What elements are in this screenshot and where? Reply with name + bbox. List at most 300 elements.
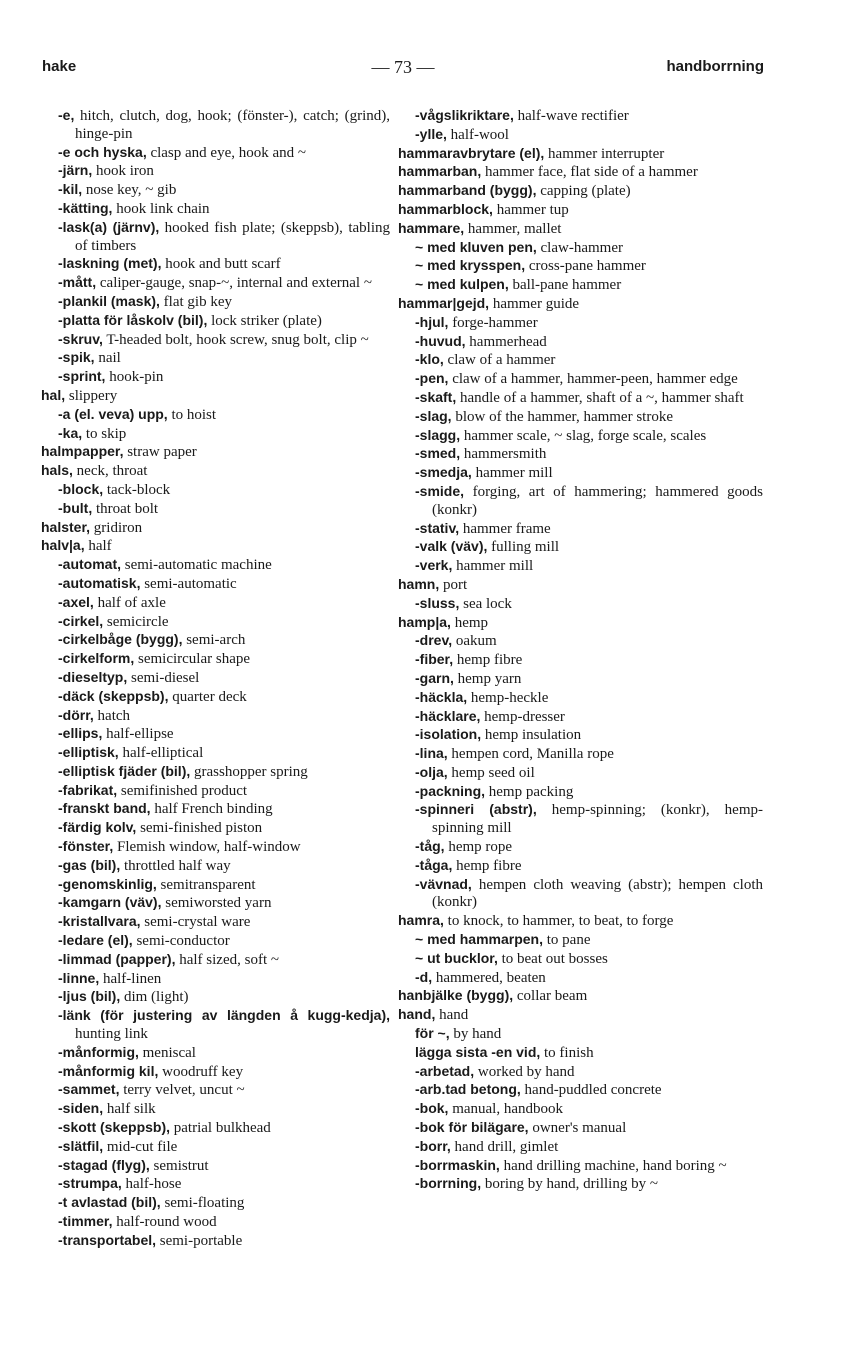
definition: hatch xyxy=(93,707,131,724)
sub-entry xyxy=(415,1175,763,1194)
sub-entry xyxy=(415,764,763,783)
definition: to finish xyxy=(540,1044,594,1061)
headword: -slätfil, xyxy=(58,1137,104,1154)
sub-entry xyxy=(415,557,763,576)
headword: -vävnad, xyxy=(415,875,472,892)
definition: forging, art of hammering; hammered goods (konkr) xyxy=(432,483,763,518)
sub-entry xyxy=(58,144,390,163)
definition: hooked fish plate; (skeppsb), tabling of timbers xyxy=(75,219,390,254)
definition: woodruff key xyxy=(158,1063,244,1080)
definition: half-linen xyxy=(99,970,162,987)
sub-entry xyxy=(415,314,763,333)
definition: hempen cloth weaving (abstr); hempen cloth (konkr) xyxy=(432,876,763,911)
headword: -verk, xyxy=(415,557,453,574)
sub-entry xyxy=(415,857,763,876)
sub-entry xyxy=(58,594,390,613)
sub-entry xyxy=(415,1157,763,1176)
headword: -block, xyxy=(58,480,104,497)
main-entry xyxy=(41,443,390,462)
sub-entry xyxy=(415,445,763,464)
definition: semi-automatic xyxy=(140,575,237,592)
main-entry xyxy=(41,462,390,481)
sub-entry xyxy=(58,107,390,144)
sub-entry xyxy=(58,725,390,744)
headword: -månformig, xyxy=(58,1043,139,1060)
sub-entry xyxy=(415,1081,763,1100)
sub-entry xyxy=(58,1175,390,1194)
definition: flat gib key xyxy=(159,293,232,310)
definition: slippery xyxy=(65,387,118,404)
headword: -ylle, xyxy=(415,125,447,142)
definition: sea lock xyxy=(459,595,512,612)
headword: -borrmaskin, xyxy=(415,1156,500,1173)
definition: by hand xyxy=(449,1026,502,1043)
sub-entry xyxy=(58,255,390,274)
definition: semi-conductor xyxy=(132,933,230,950)
sub-entry xyxy=(58,650,390,669)
headword: hammare, xyxy=(398,219,465,236)
headword: hanbjälke (bygg), xyxy=(398,987,514,1004)
headword: -huvud, xyxy=(415,332,466,349)
definition: patrial bulkhead xyxy=(170,1120,271,1137)
definition: hand-puddled concrete xyxy=(520,1082,662,1099)
headword: -smedja, xyxy=(415,464,472,481)
definition: to beat out bosses xyxy=(497,950,608,967)
headword: -stagad (flyg), xyxy=(58,1156,150,1173)
main-entry xyxy=(398,201,763,220)
headword: -plankil (mask), xyxy=(58,292,160,309)
sub-entry xyxy=(415,126,763,145)
sub-entry xyxy=(415,538,763,557)
headword: -kristallvara, xyxy=(58,913,141,930)
headword: -e, xyxy=(58,107,75,123)
definition: quarter deck xyxy=(168,688,247,705)
sub-entry xyxy=(58,613,390,632)
header-right-guideword: handborrning xyxy=(666,58,764,75)
headword: -ellips, xyxy=(58,725,103,742)
definition: hook-pin xyxy=(105,369,164,386)
headword: ~ med kluven pen, xyxy=(415,238,537,255)
definition: hammer tup xyxy=(492,201,569,218)
definition: hammer, mallet xyxy=(464,220,562,237)
main-entry xyxy=(398,912,763,931)
headword: -gas (bil), xyxy=(58,856,121,873)
sub-entry xyxy=(58,181,390,200)
headword: -bok, xyxy=(415,1100,449,1117)
headword: -garn, xyxy=(415,669,454,686)
headword: -månformig kil, xyxy=(58,1062,159,1079)
headword: -e och hyska, xyxy=(58,143,147,160)
headword: -cirkelbåge (bygg), xyxy=(58,631,183,648)
headword: -borrning, xyxy=(415,1175,482,1192)
definition: half sized, soft ~ xyxy=(175,951,279,968)
sub-entry xyxy=(58,500,390,519)
definition: tack-block xyxy=(103,481,171,498)
headword: -linne, xyxy=(58,969,100,986)
headword: -slagg, xyxy=(415,426,461,443)
sub-entry xyxy=(58,744,390,763)
main-entry xyxy=(41,519,390,538)
definition: hand drill, gimlet xyxy=(450,1138,559,1155)
sub-entry xyxy=(58,1194,390,1213)
definition: half xyxy=(84,538,112,555)
main-entry xyxy=(398,987,763,1006)
headword: -lask(a) (järnv), xyxy=(58,218,160,235)
definition: hand xyxy=(435,1007,469,1024)
headword: -skott (skeppsb), xyxy=(58,1119,171,1136)
headword: -drev, xyxy=(415,632,453,649)
headword: -bult, xyxy=(58,499,93,516)
main-entry xyxy=(398,220,763,239)
definition: to knock, to hammer, to beat, to forge xyxy=(443,913,674,930)
sub-entry xyxy=(58,857,390,876)
definition: hitch, clutch, dog, hook; (fönster-), catch; (grind), hinge-pin xyxy=(74,108,390,142)
left-column xyxy=(41,107,390,1251)
definition: meniscal xyxy=(138,1044,196,1061)
headword: -automatisk, xyxy=(58,574,141,591)
headword: -fiber, xyxy=(415,651,454,668)
headword: hals, xyxy=(41,462,73,479)
sub-entry xyxy=(415,276,763,295)
sub-entry xyxy=(415,595,763,614)
definition: hook link chain xyxy=(112,200,210,217)
sub-entry xyxy=(58,425,390,444)
sub-entry xyxy=(415,1063,763,1082)
headword: -packning, xyxy=(415,782,486,799)
sub-entry xyxy=(415,1025,763,1044)
sub-entry xyxy=(58,819,390,838)
sub-entry xyxy=(415,876,763,913)
definition: semistrut xyxy=(149,1157,209,1174)
sub-entry xyxy=(415,801,763,838)
definition: hemp-spinning; (konkr), hemp-spinning mill xyxy=(432,802,763,837)
sub-entry xyxy=(415,107,763,126)
definition: port xyxy=(439,576,468,593)
sub-entry xyxy=(58,988,390,1007)
headword: -arb.tad betong, xyxy=(415,1081,521,1098)
sub-entry xyxy=(58,669,390,688)
sub-entry xyxy=(58,1138,390,1157)
sub-entry xyxy=(58,782,390,801)
definition: hammer scale, ~ slag, forge scale, scales xyxy=(460,427,707,444)
headword: -borr, xyxy=(415,1137,451,1154)
headword: -automat, xyxy=(58,556,121,573)
sub-entry xyxy=(58,312,390,331)
sub-entry xyxy=(415,427,763,446)
sub-entry xyxy=(415,239,763,258)
headword: -elliptisk fjäder (bil), xyxy=(58,762,191,779)
sub-entry xyxy=(58,876,390,895)
sub-entry xyxy=(58,1044,390,1063)
headword: -platta för låskolv (bil), xyxy=(58,311,208,328)
headword: -färdig kolv, xyxy=(58,819,137,836)
definition: hammer frame xyxy=(459,520,551,537)
definition: neck, throat xyxy=(72,463,148,480)
headword: hamp|a, xyxy=(398,613,451,630)
headword: -häckla, xyxy=(415,688,468,705)
sub-entry xyxy=(415,1119,763,1138)
sub-entry xyxy=(58,688,390,707)
sub-entry xyxy=(415,708,763,727)
sub-entry xyxy=(58,951,390,970)
definition: capping (plate) xyxy=(536,183,631,200)
sub-entry xyxy=(58,481,390,500)
headword: -tåga, xyxy=(415,856,453,873)
page-number: — 73 — xyxy=(371,57,435,77)
definition: hammer interrupter xyxy=(544,145,665,162)
headword: -ka, xyxy=(58,424,83,441)
sub-entry xyxy=(58,293,390,312)
headword: hamn, xyxy=(398,575,440,592)
headword: ~ med kulpen, xyxy=(415,276,509,293)
definition: half-elliptical xyxy=(118,745,204,762)
headword: -sprint, xyxy=(58,368,106,385)
definition: straw paper xyxy=(123,444,197,461)
sub-entry xyxy=(58,575,390,594)
definition: owner's manual xyxy=(528,1120,627,1137)
headword: -transportabel, xyxy=(58,1231,157,1248)
sub-entry xyxy=(415,370,763,389)
sub-entry xyxy=(58,800,390,819)
definition: hemp-dresser xyxy=(480,708,565,725)
definition: nail xyxy=(94,350,121,367)
headword: -cirkel, xyxy=(58,612,104,629)
definition: claw of a hammer, hammer-peen, hammer edge xyxy=(448,371,738,388)
definition: Flemish window, half-window xyxy=(113,839,301,856)
main-entry xyxy=(398,182,763,201)
sub-entry xyxy=(415,745,763,764)
definition: semiworsted yarn xyxy=(161,895,272,912)
definition: hempen cord, Manilla rope xyxy=(447,746,614,763)
headword: hammaravbrytare (el), xyxy=(398,144,545,161)
definition: hammer face, flat side of a hammer xyxy=(481,164,698,181)
sub-entry xyxy=(415,351,763,370)
headword: -däck (skeppsb), xyxy=(58,687,169,704)
definition: caliper-gauge, snap-~, internal and external ~ xyxy=(96,275,372,292)
definition: semi-automatic machine xyxy=(121,557,272,574)
definition: half-hose xyxy=(121,1176,182,1193)
right-column xyxy=(398,107,763,1194)
definition: semi-diesel xyxy=(127,669,200,686)
headword: -spik, xyxy=(58,349,95,366)
headword: hammarblock, xyxy=(398,200,493,217)
sub-entry xyxy=(58,707,390,726)
headword: -vågslikriktare, xyxy=(415,107,514,123)
definition: semicircular shape xyxy=(134,651,251,668)
headword: -siden, xyxy=(58,1100,104,1117)
headword: -genomskinlig, xyxy=(58,875,157,892)
headword: -tåg, xyxy=(415,838,445,855)
headword: -lina, xyxy=(415,745,448,762)
sub-entry xyxy=(58,970,390,989)
headword: halster, xyxy=(41,518,91,535)
sub-entry xyxy=(415,670,763,689)
sub-entry xyxy=(415,783,763,802)
definition: clasp and eye, hook and ~ xyxy=(146,144,307,161)
headword: ~ med hammarpen, xyxy=(415,931,543,948)
definition: collar beam xyxy=(513,988,588,1005)
definition: nose key, ~ gib xyxy=(82,182,177,199)
headword: -sluss, xyxy=(415,594,460,611)
headword: -olja, xyxy=(415,763,448,780)
sub-entry xyxy=(58,162,390,181)
sub-entry xyxy=(58,274,390,293)
definition: hammersmith xyxy=(460,446,547,463)
headword: halmpapper, xyxy=(41,443,124,460)
definition: hammer mill xyxy=(452,558,534,575)
headword: hammarband (bygg), xyxy=(398,182,537,199)
definition: hammerhead xyxy=(465,333,547,350)
definition: hook iron xyxy=(92,163,154,180)
definition: manual, handbook xyxy=(448,1101,564,1118)
sub-entry xyxy=(415,1138,763,1157)
definition: hemp xyxy=(450,614,489,631)
headword: -dörr, xyxy=(58,706,94,723)
headword: -franskt band, xyxy=(58,800,151,817)
sub-entry xyxy=(58,331,390,350)
headword: ~ med krysspen, xyxy=(415,257,526,274)
definition: semi-crystal ware xyxy=(140,914,251,931)
sub-entry xyxy=(415,483,763,520)
headword: för ~, xyxy=(415,1025,450,1042)
headword: -bok för bilägare, xyxy=(415,1119,529,1136)
headword: -a (el. veva) upp, xyxy=(58,405,168,422)
definition: hammer mill xyxy=(471,465,553,482)
definition: half-wool xyxy=(446,126,509,143)
definition: half-ellipse xyxy=(102,726,174,743)
headword: hammarban, xyxy=(398,163,482,180)
definition: to pane xyxy=(543,932,591,949)
sub-entry xyxy=(58,1081,390,1100)
definition: cross-pane hammer xyxy=(525,258,646,275)
main-entry xyxy=(398,576,763,595)
headword: -isolation, xyxy=(415,726,482,743)
definition: hemp seed oil xyxy=(447,764,535,781)
definition: hammer guide xyxy=(489,295,580,312)
headword: -spinneri (abstr), xyxy=(415,801,537,818)
sub-entry xyxy=(58,894,390,913)
definition: to skip xyxy=(82,425,127,442)
definition: blow of the hammer, hammer stroke xyxy=(451,408,673,425)
main-entry xyxy=(398,614,763,633)
headword: -valk (väv), xyxy=(415,538,488,555)
definition: to hoist xyxy=(167,406,217,423)
main-entry xyxy=(398,163,763,182)
definition: semi-finished piston xyxy=(136,820,263,837)
definition: semi-floating xyxy=(160,1195,245,1212)
headword: -slag, xyxy=(415,407,452,424)
definition: hemp fibre xyxy=(453,652,523,669)
headword: -axel, xyxy=(58,593,94,610)
definition: fulling mill xyxy=(487,539,560,556)
headword: -mått, xyxy=(58,274,97,291)
headword: -dieseltyp, xyxy=(58,668,128,685)
headword: halv|a, xyxy=(41,537,85,554)
definition: half of axle xyxy=(93,594,166,611)
headword: -d, xyxy=(415,968,433,985)
sub-entry xyxy=(415,689,763,708)
sub-entry xyxy=(415,931,763,950)
definition: throttled half way xyxy=(120,857,231,874)
definition: oakum xyxy=(452,633,497,650)
sub-entry xyxy=(58,1157,390,1176)
headword: -limmad (papper), xyxy=(58,950,176,967)
definition: half French binding xyxy=(150,801,273,818)
headword: -järn, xyxy=(58,162,93,179)
sub-entry xyxy=(58,200,390,219)
sub-entry xyxy=(58,763,390,782)
sub-entry xyxy=(415,726,763,745)
definition: hook and butt scarf xyxy=(161,256,281,273)
headword: -elliptisk, xyxy=(58,744,119,761)
definition: hand drilling machine, hand boring ~ xyxy=(499,1157,727,1174)
definition: half-round wood xyxy=(112,1214,217,1231)
sub-entry xyxy=(58,1119,390,1138)
definition: throat bolt xyxy=(92,500,159,517)
headword: -strumpa, xyxy=(58,1175,122,1192)
sub-entry xyxy=(415,632,763,651)
headword: -stativ, xyxy=(415,519,460,536)
headword: -kamgarn (väv), xyxy=(58,894,162,911)
headword: -smide, xyxy=(415,482,465,499)
sub-entry xyxy=(415,408,763,427)
headword: -kil, xyxy=(58,181,83,198)
sub-entry xyxy=(415,464,763,483)
headword: -häcklare, xyxy=(415,707,481,724)
sub-entry xyxy=(58,1100,390,1119)
definition: semicircle xyxy=(103,613,169,630)
definition: semifinished product xyxy=(117,782,248,799)
headword: hal, xyxy=(41,386,66,403)
headword: hammar|gejd, xyxy=(398,294,490,311)
headword: -t avlastad (bil), xyxy=(58,1194,161,1211)
definition: hemp rope xyxy=(444,839,513,856)
headword: -timmer, xyxy=(58,1213,113,1230)
main-entry xyxy=(41,387,390,406)
sub-entry xyxy=(415,1044,763,1063)
sub-entry xyxy=(415,389,763,408)
definition: grasshopper spring xyxy=(190,763,308,780)
headword: hand, xyxy=(398,1006,436,1023)
definition: gridiron xyxy=(90,519,143,536)
headword: -fabrikat, xyxy=(58,781,118,798)
headword: -klo, xyxy=(415,351,444,368)
sub-entry xyxy=(58,368,390,387)
headword: -cirkelform, xyxy=(58,650,135,667)
headword: -kätting, xyxy=(58,199,113,216)
sub-entry xyxy=(415,651,763,670)
sub-entry xyxy=(58,1063,390,1082)
headword: -laskning (met), xyxy=(58,255,162,272)
definition: semi-portable xyxy=(156,1232,243,1249)
sub-entry xyxy=(58,219,390,256)
sub-entry xyxy=(58,631,390,650)
definition: T-headed bolt, hook screw, snug bolt, clip ~ xyxy=(102,331,369,348)
definition: handle of a hammer, shaft of a ~, hammer shaft xyxy=(456,389,744,406)
sub-entry xyxy=(58,556,390,575)
headword: -ledare (el), xyxy=(58,932,133,949)
definition: half silk xyxy=(103,1101,156,1118)
definition: forge-hammer xyxy=(448,314,538,331)
headword: -hjul, xyxy=(415,313,449,330)
sub-entry xyxy=(415,333,763,352)
sub-entry xyxy=(58,932,390,951)
definition: half-wave rectifier xyxy=(513,108,629,124)
definition: mid-cut file xyxy=(103,1138,178,1155)
main-entry xyxy=(41,537,390,556)
definition: semi-arch xyxy=(182,632,246,649)
headword: -arbetad, xyxy=(415,1062,475,1079)
